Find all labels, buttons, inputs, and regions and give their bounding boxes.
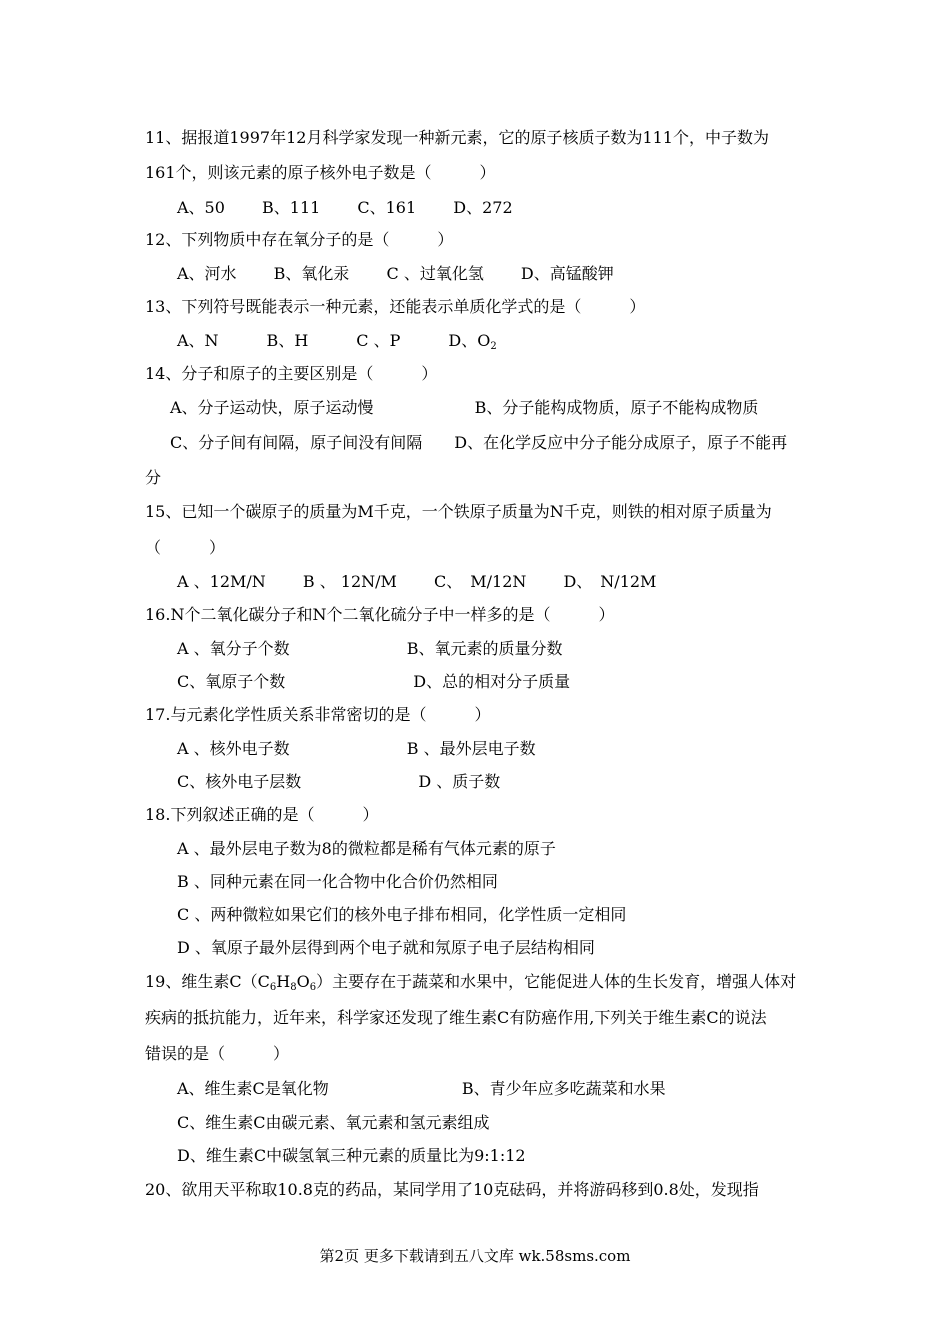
question-19-option-c: C、维生素C由碳元素、氧元素和氢元素组成 [177,1113,490,1132]
question-19-option-d: D、维生素C中碳氢氧三种元素的质量比为9:1:12 [177,1146,526,1165]
question-19-options-row1: A、维生素C是氧化物 B、青少年应多吃蔬菜和水果 [177,1079,666,1098]
question-17-options-row2: C、核外电子层数 D 、质子数 [177,772,501,791]
question-19-text-b: H [276,972,291,991]
question-16-stem: 16.N个二氧化碳分子和N个二氧化硫分子中一样多的是（ ） [145,605,615,624]
question-14-options-continued: 分 [145,468,162,487]
page-footer: 第2页 更多下载请到五八文库 wk.58sms.com [319,1247,631,1265]
subscript: 8 [290,982,297,993]
question-20-stem: 20、欲用天平称取10.8克的药品，某同学用了10克砝码，并将游码移到0.8处，发现指 [145,1180,759,1199]
question-18-option-d: D 、氧原子最外层得到两个电子就和氖原子电子层结构相同 [177,938,595,957]
question-15-stem-continued: （ ） [145,538,226,557]
question-14-options-row1: A、分子运动快，原子运动慢 B、分子能构成物质，原子不能构成物质 [170,398,759,417]
question-18-stem: 18.下列叙述正确的是（ ） [145,805,379,824]
question-12-stem: 12、下列物质中存在氧分子的是（ ） [145,230,454,249]
question-18-option-a: A 、最外层电子数为8的微粒都是稀有气体元素的原子 [177,839,556,858]
question-16-options-row1: A 、氧分子个数 B、氧元素的质量分数 [177,639,563,658]
subscript: 6 [269,982,277,993]
question-14-options-row2: C、分子间有间隔，原子间没有间隔 D、在化学反应中分子能分成原子，原子不能再 [170,433,788,452]
question-19-text-d: ）主要存在于蔬菜和水果中，它能促进人体的生长发育，增强人体对 [316,972,797,991]
subscript: 2 [490,341,497,352]
question-14-stem: 14、分子和原子的主要区别是（ ） [145,364,438,383]
question-17-stem: 17.与元素化学性质关系非常密切的是（ ） [145,705,491,724]
question-11-stem: 11、据报道1997年12月科学家发现一种新元素，它的原子核质子数为111个，中子数为 [145,128,769,147]
question-17-options-row1: A 、核外电子数 B 、最外层电子数 [177,739,536,758]
question-19-stem [145,972,796,992]
question-11-options: A、50 B、111 C、161 D、272 [177,198,513,217]
question-19-stem-continued-2: 错误的是（ ） [145,1044,290,1063]
question-13-options [177,331,497,351]
question-18-option-c: C 、两种微粒如果它们的核外电子排布相同，化学性质一定相同 [177,905,627,924]
question-19-stem-continued: 疾病的抵抗能力，近年来，科学家还发现了维生素C有防癌作用,下列关于维生素C的说法 [145,1008,767,1027]
question-16-options-row2: C、氧原子个数 D、总的相对分子质量 [177,672,571,691]
question-19-text-c: O [296,972,310,991]
subscript: 6 [309,982,317,993]
question-19-text-a: 19、维生素C（C [145,972,270,991]
question-15-stem: 15、已知一个碳原子的质量为M千克，一个铁原子质量为N千克，则铁的相对原子质量为 [145,502,772,521]
question-13-stem: 13、下列符号既能表示一种元素，还能表示单质化学式的是（ ） [145,297,646,316]
question-11-stem-continued: 161个，则该元素的原子核外电子数是（ ） [145,163,496,182]
question-12-options: A、河水 B、氧化汞 C 、过氧化氢 D、高锰酸钾 [177,264,614,283]
question-18-option-b: B 、同种元素在同一化合物中化合价仍然相同 [177,872,498,891]
question-13-options-text: A、N B、H C 、P D、O [177,331,491,350]
question-15-options: A 、12M/N B 、 12N/M C、 M/12N D、 N/12M [177,572,657,591]
